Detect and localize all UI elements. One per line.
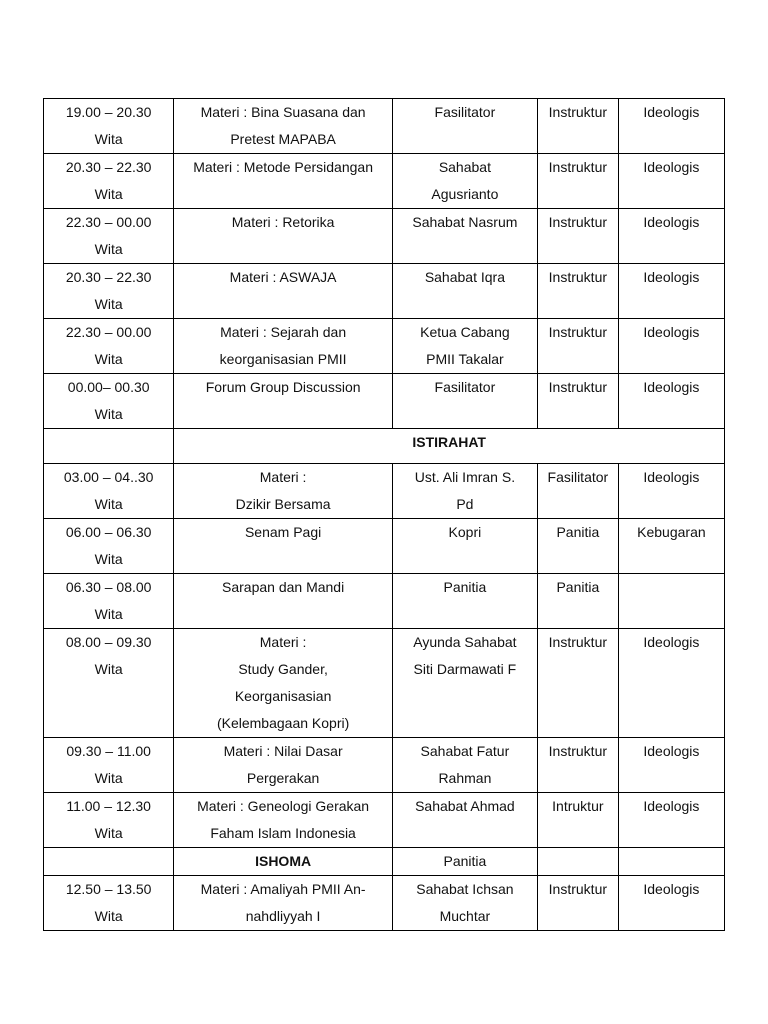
table-row bbox=[44, 319, 725, 374]
time-cell: 11.00 – 12.30 Wita bbox=[44, 793, 174, 848]
time-cell: 09.30 – 11.00 Wita bbox=[44, 738, 174, 793]
materi-cell: Materi : Bina Suasana dan Pretest MAPABA bbox=[174, 99, 393, 154]
role-cell: Instruktur bbox=[537, 209, 618, 264]
role-cell: Instruktur bbox=[537, 264, 618, 319]
materi-cell: Sarapan dan Mandi bbox=[174, 574, 393, 629]
category-cell: Ideologis bbox=[618, 264, 724, 319]
break-label: ISTIRAHAT bbox=[174, 429, 725, 464]
table-row bbox=[44, 876, 725, 931]
table-row bbox=[44, 519, 725, 574]
empty-cell bbox=[537, 848, 618, 876]
table-row bbox=[44, 629, 725, 738]
empty-cell bbox=[44, 848, 174, 876]
table-row bbox=[44, 464, 725, 519]
category-cell: Ideologis bbox=[618, 319, 724, 374]
fasilitator-cell: Kopri bbox=[392, 519, 537, 574]
category-cell: Ideologis bbox=[618, 738, 724, 793]
role-cell: Fasilitator bbox=[537, 464, 618, 519]
time-cell: 12.50 – 13.50 Wita bbox=[44, 876, 174, 931]
time-cell: 20.30 – 22.30 Wita bbox=[44, 264, 174, 319]
category-cell: Ideologis bbox=[618, 374, 724, 429]
fasilitator-cell: Sahabat Iqra bbox=[392, 264, 537, 319]
role-cell: Instruktur bbox=[537, 876, 618, 931]
table-row bbox=[44, 154, 725, 209]
materi-cell: Forum Group Discussion bbox=[174, 374, 393, 429]
role-cell: Instruktur bbox=[537, 629, 618, 738]
table-row bbox=[44, 264, 725, 319]
fasilitator-cell: Sahabat Nasrum bbox=[392, 209, 537, 264]
fasilitator-cell: Sahabat Fatur Rahman bbox=[392, 738, 537, 793]
materi-cell: Materi : Retorika bbox=[174, 209, 393, 264]
time-cell: 20.30 – 22.30 Wita bbox=[44, 154, 174, 209]
category-cell: Ideologis bbox=[618, 629, 724, 738]
time-cell: 00.00– 00.30 Wita bbox=[44, 374, 174, 429]
category-cell: Kebugaran bbox=[618, 519, 724, 574]
empty-cell bbox=[44, 429, 174, 464]
table-row bbox=[44, 574, 725, 629]
materi-cell: Materi : Sejarah dan keorganisasian PMII bbox=[174, 319, 393, 374]
fasilitator-cell: Ust. Ali Imran S. Pd bbox=[392, 464, 537, 519]
time-cell: 22.30 – 00.00 Wita bbox=[44, 209, 174, 264]
fasilitator-cell: Panitia bbox=[392, 574, 537, 629]
time-cell: 03.00 – 04..30 Wita bbox=[44, 464, 174, 519]
table-row bbox=[44, 209, 725, 264]
materi-cell: Materi : Metode Persidangan bbox=[174, 154, 393, 209]
role-cell: Instruktur bbox=[537, 319, 618, 374]
role-cell: Panitia bbox=[537, 519, 618, 574]
break-row bbox=[44, 848, 725, 876]
materi-cell: Materi : Amaliyah PMII An- nahdliyyah I bbox=[174, 876, 393, 931]
fasilitator-cell: Panitia bbox=[392, 848, 537, 876]
category-cell: Ideologis bbox=[618, 793, 724, 848]
time-cell: 08.00 – 09.30 Wita bbox=[44, 629, 174, 738]
materi-cell: Materi : Geneologi Gerakan Faham Islam Indonesia bbox=[174, 793, 393, 848]
fasilitator-cell: Fasilitator bbox=[392, 99, 537, 154]
table-row bbox=[44, 793, 725, 848]
category-cell: Ideologis bbox=[618, 876, 724, 931]
fasilitator-cell: Sahabat Ahmad bbox=[392, 793, 537, 848]
category-cell bbox=[618, 574, 724, 629]
fasilitator-cell: Sahabat Agusrianto bbox=[392, 154, 537, 209]
time-cell: 22.30 – 00.00 Wita bbox=[44, 319, 174, 374]
table-row bbox=[44, 99, 725, 154]
break-label: ISHOMA bbox=[174, 848, 393, 876]
role-cell: Instruktur bbox=[537, 374, 618, 429]
materi-cell: Materi : ASWAJA bbox=[174, 264, 393, 319]
fasilitator-cell: Ketua Cabang PMII Takalar bbox=[392, 319, 537, 374]
materi-cell: Senam Pagi bbox=[174, 519, 393, 574]
time-cell: 06.00 – 06.30 Wita bbox=[44, 519, 174, 574]
materi-cell: Materi : Study Gander, Keorganisasian (Kelembagaan Kopri) bbox=[174, 629, 393, 738]
role-cell: Instruktur bbox=[537, 154, 618, 209]
materi-cell: Materi : Nilai Dasar Pergerakan bbox=[174, 738, 393, 793]
schedule-table bbox=[43, 98, 725, 931]
table-row bbox=[44, 738, 725, 793]
time-cell: 19.00 – 20.30 Wita bbox=[44, 99, 174, 154]
fasilitator-cell: Ayunda Sahabat Siti Darmawati F bbox=[392, 629, 537, 738]
fasilitator-cell: Sahabat Ichsan Muchtar bbox=[392, 876, 537, 931]
materi-cell: Materi : Dzikir Bersama bbox=[174, 464, 393, 519]
table-row bbox=[44, 374, 725, 429]
role-cell: Instruktur bbox=[537, 99, 618, 154]
time-cell: 06.30 – 08.00 Wita bbox=[44, 574, 174, 629]
role-cell: Intruktur bbox=[537, 793, 618, 848]
category-cell: Ideologis bbox=[618, 99, 724, 154]
role-cell: Instruktur bbox=[537, 738, 618, 793]
category-cell: Ideologis bbox=[618, 464, 724, 519]
category-cell: Ideologis bbox=[618, 209, 724, 264]
empty-cell bbox=[618, 848, 724, 876]
break-row bbox=[44, 429, 725, 464]
fasilitator-cell: Fasilitator bbox=[392, 374, 537, 429]
category-cell: Ideologis bbox=[618, 154, 724, 209]
role-cell: Panitia bbox=[537, 574, 618, 629]
